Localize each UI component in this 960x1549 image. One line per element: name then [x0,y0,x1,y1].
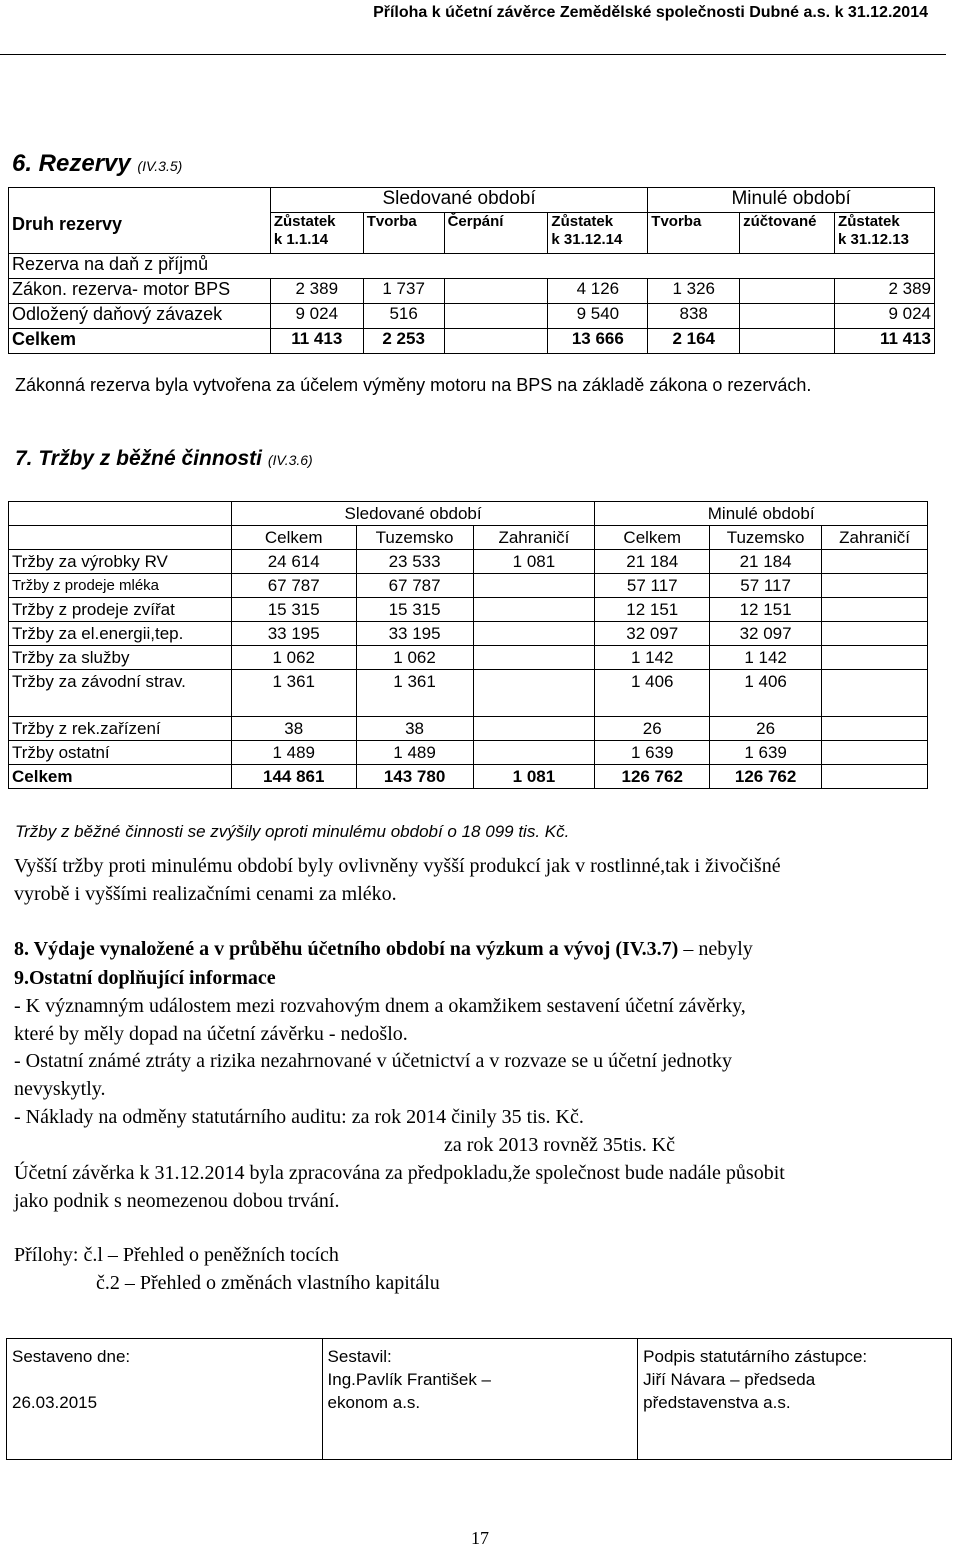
signature-table [6,1338,952,1460]
section9-p1-line1: - K významným událostem mezi rozvahovým dnem a okamžikem sestavení účetní závěrky, [14,995,746,1017]
table-row: Tržby za el.energii,tep. 33 195 33 195 32 097 32 097 [9,622,928,646]
table-row: Tržby za závodní strav. 1 361 1 361 1 406 1 406 [9,670,928,717]
revenue-group-current: Sledované období [231,502,595,526]
author-label: Sestavil: [327,1347,392,1366]
table-row: Tržby za výrobky RV 24 614 23 533 1 081 21 184 21 184 [9,550,928,574]
table-row: Tržby z prodeje mléka 67 787 67 787 57 117 57 117 [9,574,928,598]
col-prev-domestic: Tuzemsko [710,526,822,550]
prepared-label: Sestaveno dne: [12,1347,131,1366]
section7-note-line2: vyrobě i vyššími realizačními cenami za mléko. [14,883,397,905]
prepared-cell [7,1339,323,1460]
section9-p3-line2: za rok 2013 rovněž 35tis. Kč [444,1134,676,1156]
section9-p1-line2: které by měly dopad na účetní závěrku - nedošlo. [14,1023,408,1045]
attachments-line1: Přílohy: č.l – Přehled o peněžních tocích [14,1244,339,1266]
col-foreign: Zahraničí [473,526,595,550]
author-cell [322,1339,638,1460]
section9-p4-line1: Účetní závěrka k 31.12.2014 byla zpracována za předpokladu,že společnost bude nadále působit [14,1162,785,1184]
section9-p4-line2: jako podnik s neomezenou dobou trvání. [14,1190,340,1212]
section9-p2-line2: nevyskytly. [14,1078,106,1100]
statutory-name: Jiří Návara – předseda [643,1370,816,1389]
col-opening: Zůstatek k 1.1.14 [270,213,363,254]
table-row: Tržby z prodeje zvířat 15 315 15 315 12 151 12 151 [9,598,928,622]
subheading-income-tax: Rezerva na daň z příjmů [9,254,935,279]
table-row: Tržby z rek.zařízení 38 38 26 26 [9,717,928,741]
table-row: Zákon. rezerva- motor BPS 2 389 1 737 4 126 1 326 2 389 [9,279,935,304]
section9-title: 9.Ostatní doplňující informace [14,967,276,989]
revenue-table [8,501,928,789]
col-prev-total: Celkem [595,526,710,550]
section7-ref: (IV.3.6) [267,452,313,468]
prepared-date: 26.03.2015 [12,1393,98,1412]
statutory-role: představenstva a.s. [643,1393,791,1412]
header-divider [0,54,946,55]
table-row: Odložený daňový závazek 9 024 516 9 540 838 9 024 [9,304,935,329]
section7-heading: 7. Tržby z běžné činnosti [15,447,262,470]
attachments-line2: č.2 – Přehled o změnách vlastního kapitálu [96,1272,440,1294]
table-row-total: Celkem 11 413 2 253 13 666 2 164 11 413 [9,329,935,354]
reserves-table [8,187,935,354]
group-previous: Minulé období [648,188,935,213]
section6-ref: (IV.3.5) [137,158,183,174]
page-number: 17 [471,1528,489,1548]
section8-line [14,936,753,963]
table-row: Tržby ostatní 1 489 1 489 1 639 1 639 [9,741,928,765]
col-closing: Zůstatek k 31.12.14 [548,213,648,254]
section6-note: Zákonná rezerva byla vytvořena za účelem výměny motoru na BPS na základě zákona o rezervách. [15,375,812,395]
group-current: Sledované období [270,188,647,213]
col-total: Celkem [231,526,356,550]
section9-p2-line1: - Ostatní známé ztráty a rizika nezahrnované v účetnictví a v rozvaze se u účetní jednotky [14,1050,733,1072]
table-row: Tržby za služby 1 062 1 062 1 142 1 142 [9,646,928,670]
section8-title: 8. Výdaje vynaložené a v průběhu účetního období na výzkum a vývoj (IV.3.7) [14,938,679,960]
author-role: ekonom a.s. [327,1393,421,1412]
section7-title [15,447,313,471]
statutory-label: Podpis statutárního zástupce: [643,1347,868,1366]
section7-note-line1: Vyšší tržby proti minulému období byly ovlivněny vyšší produkcí jak v rostlinné,tak i živočišné [14,855,781,877]
col-domestic: Tuzemsko [356,526,473,550]
col-prev-closing: Zůstatek k 31.12.13 [835,213,935,254]
statutory-cell [638,1339,952,1460]
col-prev-foreign: Zahraničí [822,526,928,550]
author-name: Ing.Pavlík František – [327,1370,491,1389]
col-usage: Čerpání [444,213,548,254]
table-row-total: Celkem 144 861 143 780 1 081 126 762 126 762 [9,765,928,789]
col-creation: Tvorba [363,213,444,254]
section6-heading: 6. Rezervy [12,150,131,177]
section7-note-italic: Tržby z běžné činnosti se zvýšily oproti minulému období o 18 099 tis. Kč. [15,822,570,841]
revenue-header-blank [9,502,232,526]
col-prev-creation: Tvorba [648,213,740,254]
section8-suffix: – nebyly [683,938,753,960]
col-reserve-type: Druh rezervy [9,188,271,254]
col-prev-settled: zúčtované [740,213,835,254]
page-header: Příloha k účetní závěrce Zemědělské společnosti Dubné a.s. k 31.12.2014 [373,4,928,21]
revenue-group-previous: Minulé období [595,502,928,526]
section9-p3-line1: - Náklady na odměny statutárního auditu: za rok 2014 činily 35 tis. Kč. [14,1106,584,1128]
section6-title [12,150,182,178]
